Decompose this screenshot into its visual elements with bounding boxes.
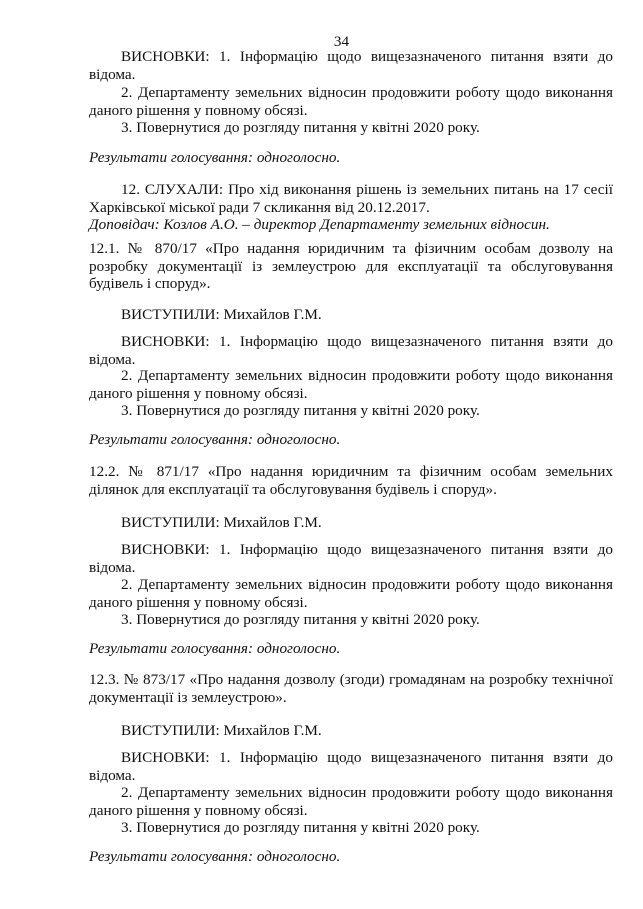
speakers-line: ВИСТУПИЛИ: Михайлов Г.М.: [121, 514, 322, 531]
voting-results: Результати голосування: одноголосно.: [89, 848, 341, 865]
agenda-item-12-reporter: Доповідач: Козлов А.О. – директор Департаменту земельних відносин.: [89, 216, 550, 233]
conclusion-item-3: 3. Повернутися до розгляду питання у квітні 2020 року.: [121, 611, 480, 628]
speakers-line: ВИСТУПИЛИ: Михайлов Г.М.: [121, 306, 322, 323]
voting-results: Результати голосування: одноголосно.: [89, 431, 341, 448]
conclusion-item-3: 3. Повернутися до розгляду питання у квітні 2020 року.: [121, 819, 480, 836]
agenda-subitem-12-2: 12.2. № 871/17 «Про надання юридичним та фізичним особам земельних ділянок для експлуатації та обслуговування будівель і споруд».: [89, 463, 613, 498]
voting-results: Результати голосування: одноголосно.: [89, 149, 341, 166]
agenda-subitem-12-3: 12.3. № 873/17 «Про надання дозволу (згоди) громадянам на розробку технічної документації із землеустрою».: [89, 671, 613, 706]
conclusion-item-2: 2. Департаменту земельних відносин продовжити роботу щодо виконання даного рішення у повному обсязі.: [89, 784, 613, 819]
conclusion-item-2: 2. Департаменту земельних відносин продовжити роботу щодо виконання даного рішення у повному обсязі.: [89, 367, 613, 402]
agenda-subitem-12-1: 12.1. № 870/17 «Про надання юридичним та фізичним особам дозволу на розробку документації із землеустрою для експлуатації та обслуговування будівель і споруд».: [89, 240, 613, 292]
speakers-line: ВИСТУПИЛИ: Михайлов Г.М.: [121, 722, 322, 739]
conclusion-item-2: 2. Департаменту земельних відносин продовжити роботу щодо виконання даного рішення у повному обсязі.: [89, 576, 613, 611]
conclusion-item-3: 3. Повернутися до розгляду питання у квітні 2020 року.: [121, 119, 480, 136]
conclusion-item-3: 3. Повернутися до розгляду питання у квітні 2020 року.: [121, 402, 480, 419]
conclusions-paragraph: ВИСНОВКИ: 1. Інформацію щодо вищезазначеного питання взяти до відома.: [89, 333, 613, 368]
conclusions-paragraph: ВИСНОВКИ: 1. Інформацію щодо вищезазначеного питання взяти до відома.: [89, 541, 613, 576]
voting-results: Результати голосування: одноголосно.: [89, 640, 341, 657]
conclusions-paragraph: ВИСНОВКИ: 1. Інформацію щодо вищезазначеного питання взяти до відома.: [89, 749, 613, 784]
conclusions-paragraph: ВИСНОВКИ: 1. Інформацію щодо вищезазначеного питання взяти до відома.: [89, 48, 613, 83]
page-number: 34: [333, 33, 350, 50]
agenda-item-12-heard: 12. СЛУХАЛИ: Про хід виконання рішень із земельних питань на 17 сесії Харківської міської ради 7 скликання від 20.12.2017.: [89, 181, 613, 216]
conclusion-item-2: 2. Департаменту земельних відносин продовжити роботу щодо виконання даного рішення у повному обсязі.: [89, 84, 613, 119]
